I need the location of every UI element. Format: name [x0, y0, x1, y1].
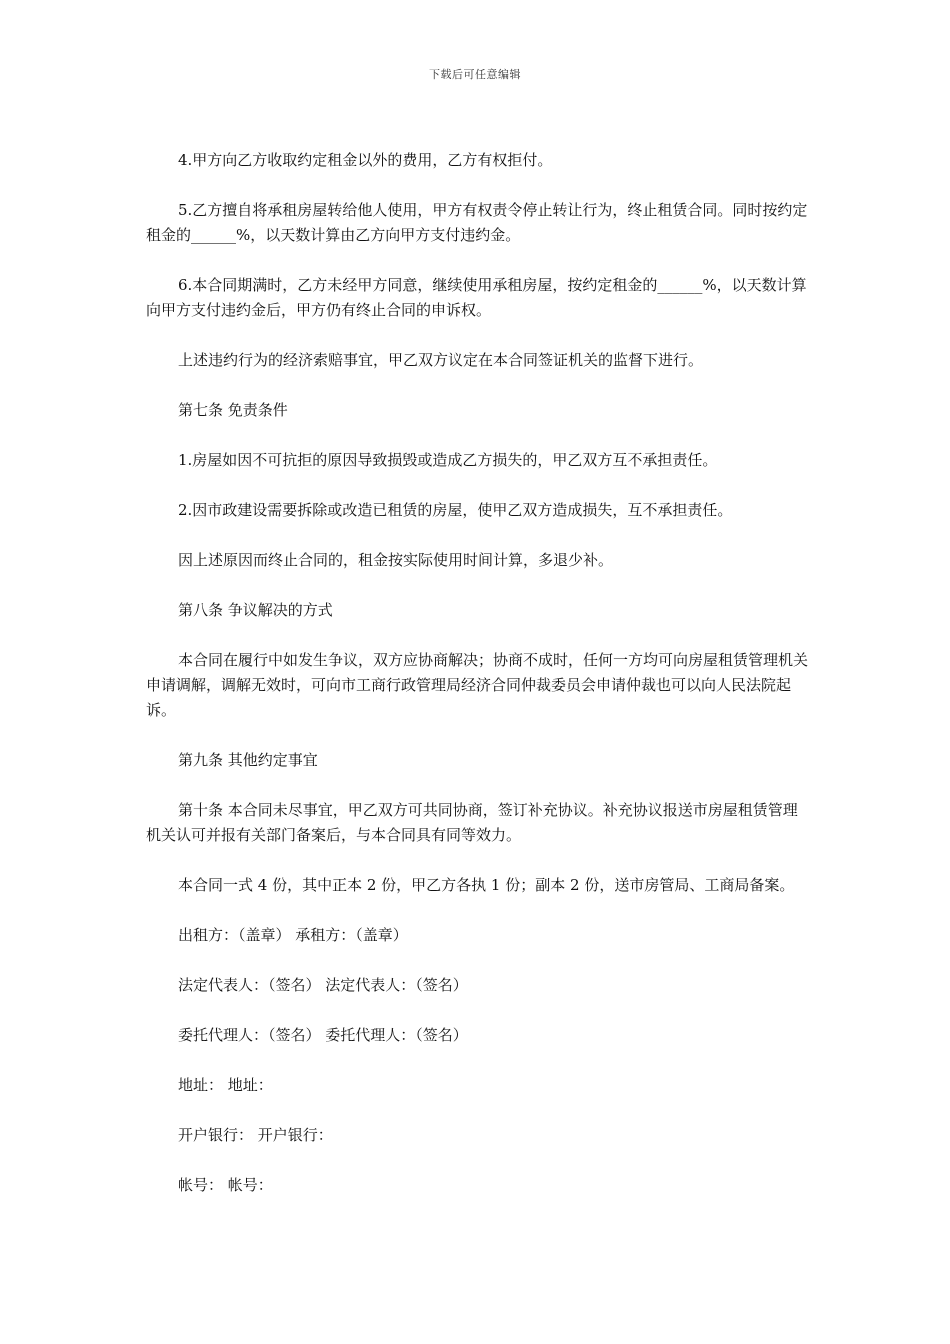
account-number-line: 帐号： 帐号： — [178, 1176, 273, 1194]
clause-6-paragraph: 6.本合同期满时，乙方未经甲方同意，继续使用承租房屋，按约定租金的______%，以天数计算向甲方支付违约金后，甲方仍有终止合同的申诉权。 — [146, 276, 807, 319]
clause-4-paragraph: 4.甲方向乙方收取约定租金以外的费用，乙方有权拒付。 — [178, 151, 553, 169]
dispute-resolution-paragraph: 本合同在履行中如发生争议，双方应协商解决；协商不成时，任何一方均可向房屋租赁管理机关申请调解，调解无效时，可向市工商行政管理局经济合同仲裁委员会申请仲裁也可以向人民法院起诉。 — [146, 651, 809, 719]
document-body — [146, 148, 810, 1223]
article-10-paragraph: 第十条 本合同未尽事宜，甲乙双方可共同协商，签订补充协议。补充协议报送市房屋租赁管理机关认可并报有关部门备案后，与本合同具有同等效力。 — [146, 801, 798, 844]
termination-rent-paragraph: 因上述原因而终止合同的，租金按实际使用时间计算，多退少补。 — [178, 551, 614, 569]
signatory-seal-line: 出租方：（盖章） 承租方：（盖章） — [178, 926, 408, 944]
bank-line: 开户银行： 开户银行： — [178, 1126, 333, 1144]
legal-representative-line: 法定代表人：（签名） 法定代表人：（签名） — [178, 976, 468, 994]
clause-5-paragraph: 5.乙方擅自将承租房屋转给他人使用，甲方有权责令停止转让行为，终止租赁合同。同时按约定租金的______%，以天数计算由乙方向甲方支付违约金。 — [146, 201, 808, 244]
authorized-agent-line: 委托代理人：（签名） 委托代理人：（签名） — [178, 1026, 468, 1044]
article-9-heading: 第九条 其他约定事宜 — [178, 751, 318, 769]
breach-claims-paragraph: 上述违约行为的经济索赔事宜，甲乙双方议定在本合同签证机关的监督下进行。 — [178, 351, 704, 369]
exemption-2-paragraph: 2.因市政建设需要拆除或改造已租赁的房屋，使甲乙双方造成损失，互不承担责任。 — [178, 501, 733, 519]
exemption-1-paragraph: 1.房屋如因不可抗拒的原因导致损毁或造成乙方损失的，甲乙双方互不承担责任。 — [178, 451, 718, 469]
article-7-heading: 第七条 免责条件 — [178, 401, 288, 419]
address-line: 地址： 地址： — [178, 1076, 273, 1094]
copies-paragraph: 本合同一式 4 份，其中正本 2 份，甲乙方各执 1 份；副本 2 份，送市房管局、工商局备案。 — [178, 876, 795, 894]
article-8-heading: 第八条 争议解决的方式 — [178, 601, 333, 619]
page-header: 下载后可任意编辑 — [429, 68, 521, 81]
